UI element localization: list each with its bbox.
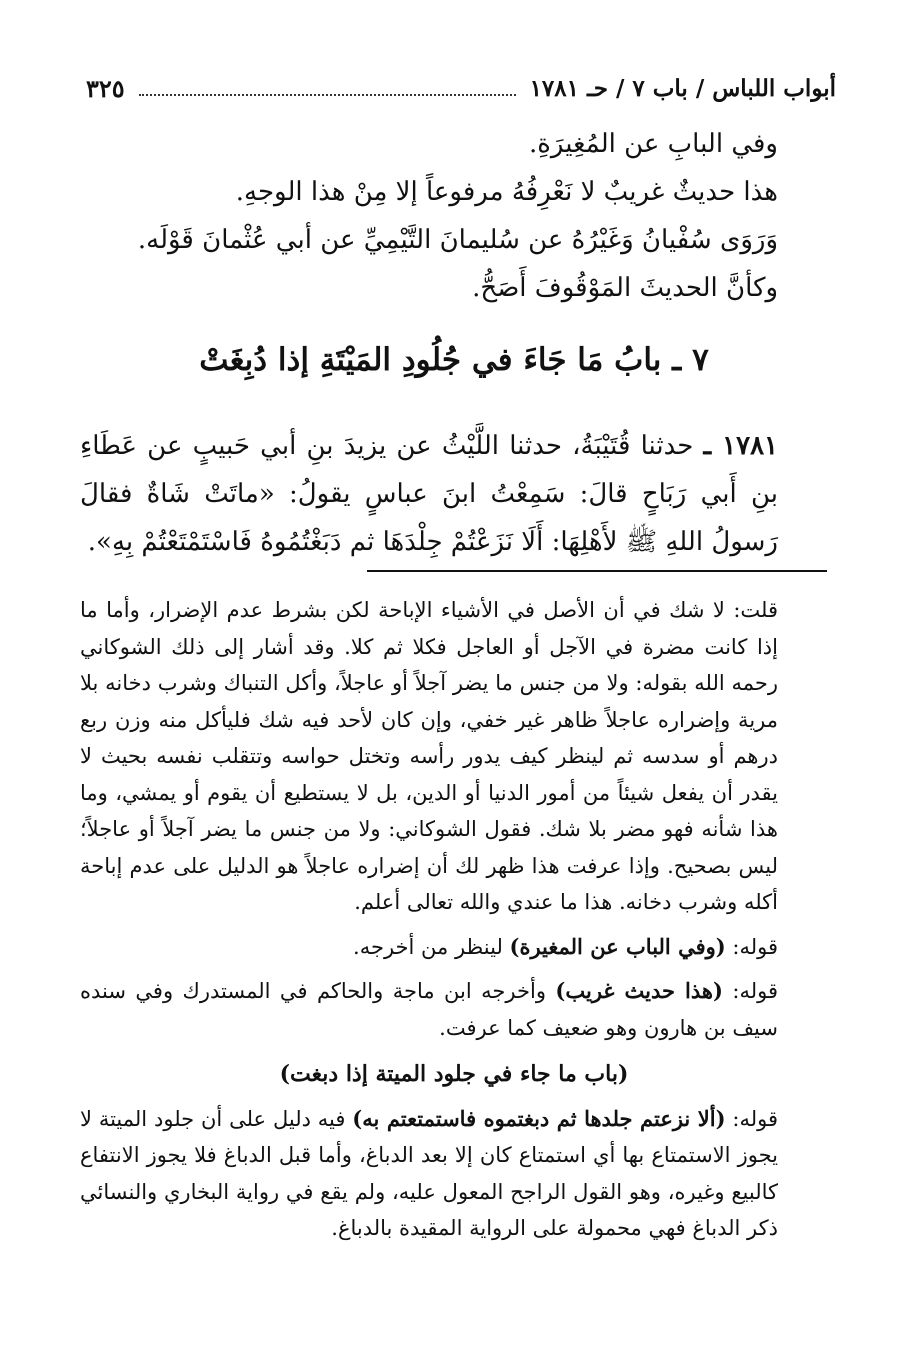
commentary-paragraph [80,1101,828,1247]
main-paragraph: وَرَوَى سُفْيانُ وَغَيْرُهُ عن سُليمانَ التَّيْمِيِّ عن أبي عُثْمانَ قَوْلَه. وكأنَّ الحديثَ المَوْقُوفَ أَصَحُّ. [137,225,778,303]
commentary-sub-heading: (باب ما جاء في جلود الميتة إذا دبغت) [279,1061,629,1087]
chapter-heading: ٧ ـ بابُ مَا جَاءَ في جُلُودِ المَيْتَةِ إذا دُبِغَتْ [199,342,709,378]
quoted-phrase: (وفي الباب عن المغيرة) [509,933,726,959]
main-text [80,120,828,312]
commentary-paragraph [80,929,828,966]
running-head [86,70,836,106]
hadith-paragraph [80,422,828,566]
commentary [80,592,828,1247]
page-number: ٣٢٥ [86,73,125,103]
main-paragraph: وفي البابِ عن المُغِيرَةِ. [529,129,778,159]
quoted-phrase: (هذا حديث غريب) [555,978,723,1003]
commentary-text: فيه دليل على أن جلود الميتة لا يجوز الاستمتاع بها أي استمتاع كان إلا بعد الدباغ، وأما قبل الدباغ فلا يجوز الانتفاع كالبيع وغيره، وهو القول الراجح المعول عليه، ولم يقع في رواية البخاري والنسائي ذكر الدباغ فهي محمولة على الرواية المقيدة بالدباغ. [80,1106,778,1240]
main-paragraph: هذا حديثٌ غريبٌ لا نَعْرِفُهُ مرفوعاً إلا مِنْ هذا الوجهِ. [235,177,778,207]
hadith-text: حدثنا قُتَيْبَةُ، حدثنا اللَّيْثُ عن يزيدَ بنِ أبي حَبيبٍ عن عَطَاءِ بنِ أَبي رَبَاحٍ قالَ: سَمِعْتُ ابنَ عباسٍ يقولُ: «ماتَتْ شَاةٌ فقالَ رَسولُ اللهِ ﷺ لأَهْلِهَا: أَلَا نَزَعْتُمْ جِلْدَهَا ثم دَبَغْتُمُوهُ فَاسْتَمْتَعْتُمْ بِهِ». [80,431,778,557]
leader-dots [139,94,516,96]
hadith-block [80,422,828,566]
commentary-paragraph [80,973,828,1046]
quoted-phrase: (ألا نزعتم جلدها ثم دبغتموه فاستمتعتم به) [352,1105,726,1131]
footnote-divider [367,570,827,572]
qawl-label: قوله: [725,934,778,959]
qawl-label: قوله: [725,1106,779,1131]
commentary-text: وأخرجه ابن ماجة والحاكم في المستدرك وفي سنده سيف بن هارون وهو ضعيف كما عرفت. [80,979,778,1040]
qawl-label: قوله: [722,979,779,1003]
commentary-paragraph: قلت: لا شك في أن الأصل في الأشياء الإباحة لكن بشرط عدم الإضرار، وأما ما إذا كانت مضرة في الآجل أو العاجل فكلا ثم كلا. وقد أشار إلى ذلك الشوكاني رحمه الله بقوله: ولا من جنس ما يضر آجلاً أو عاجلاً، وأكل التنباك وشرب دخانه بلا مرية وإضراره عاجلاً ظاهر غير خفي، وإن كان لأحد فيه شك فليأكل منه وزن ربع درهم أو سدسه ثم لينظر كيف يدور رأسه وتختل حواسه وتتقلب نفسه بحيث لا يقدر أن يفعل شيئاً من أمور الدنيا أو الدين، بل لا يستطيع أن يقوم أو يمشي، وما هذا شأنه فهو مضر بلا شك. فقول الشوكاني: ولا من جنس ما يضر آجلاً أو عاجلاً؛ ليس بصحيح. وإذا عرفت هذا ظهر لك أن إضراره عاجلاً هو الدليل على عدم إباحة أكله وشرب دخانه. هذا ما عندي والله تعالى أعلم. [80,598,778,914]
commentary-text: لينظر من أخرجه. [353,934,510,959]
running-head-title: أبواب اللباس / باب ٧ / حـ ١٧٨١ [529,74,836,102]
hadith-number: ١٧٨١ ـ [703,431,778,461]
